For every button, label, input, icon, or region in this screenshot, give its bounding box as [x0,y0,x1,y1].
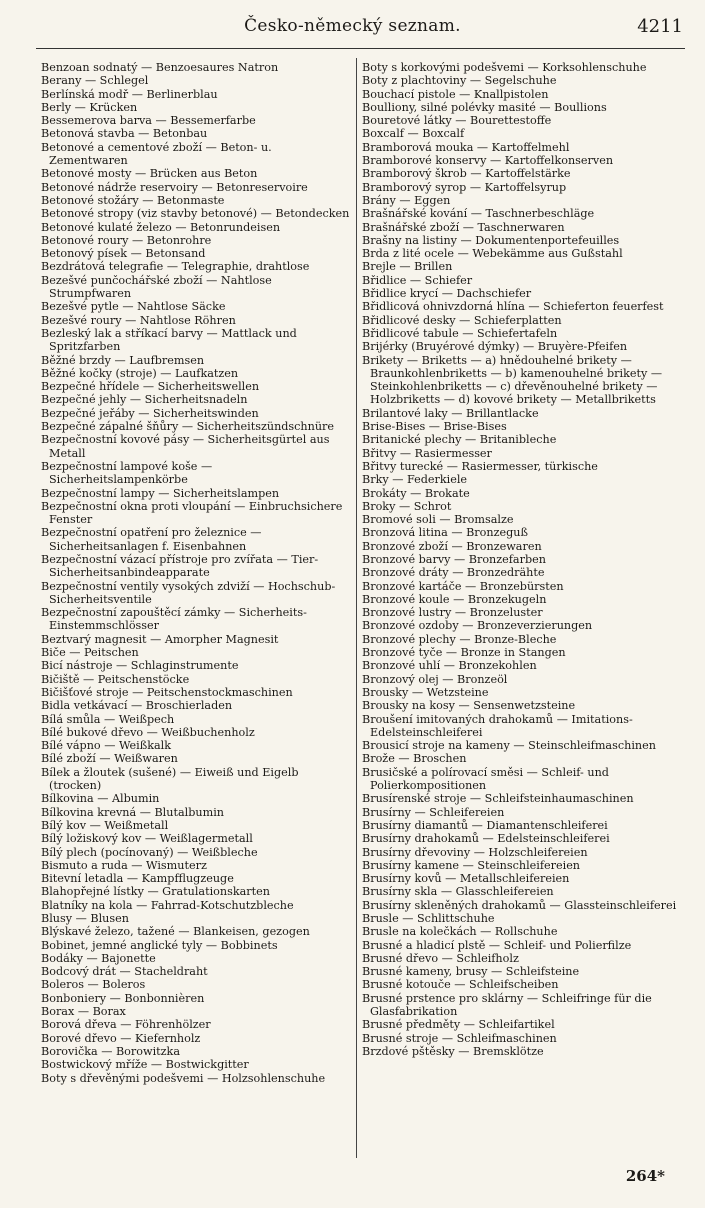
dictionary-entry: Bronzový olej — Bronzeöl [362,672,508,686]
dictionary-entry: Bílé vápno — Weißkalk [41,739,172,753]
dictionary-entry: Bezpečnostní opatření pro železnice — Sicherheitsanlagen f. Eisenbahnen [41,526,262,553]
page-number: 4211 [637,16,683,37]
dictionary-entry: Bostwickový mříže — Bostwickgitter [41,1058,249,1072]
dictionary-entry: Běžné kočky (stroje) — Laufkatzen [41,366,239,380]
dictionary-entry: Brikety — Briketts — a) hnědouhelné brikety — Braunkohlenbriketts — b) kamenouhelné brikety — Steinkohlenbriketts — c) dřevěnouhelné brikety — Holzbriketts — d) kovové brikety — Metallbriketts [362,353,663,407]
dictionary-entry: Boulliony, silné polévky masité — Boullions [362,100,607,114]
dictionary-entry: Bronzové lustry — Bronzeluster [362,606,543,620]
dictionary-entry: Betonové a cementové zboží — Beton- u. Zementwaren [41,140,272,168]
dictionary-entry: Bramborové konservy — Kartoffelkonserven [362,154,614,168]
dictionary-entry: Betonové roury — Betonrohre [41,233,212,247]
dictionary-entry: Bronzové ozdoby — Bronzeverzierungen [362,619,593,633]
dictionary-entry: Bezpečnostní ventily vysokých zdviží — Hochschub-Sicherheitsventile [41,579,336,606]
dictionary-entry: Břidlice — Schiefer [362,273,473,287]
dictionary-entry: Broky — Schrot [362,499,452,513]
dictionary-entry: Brusné předměty — Schleifartikel [362,1018,555,1032]
dictionary-entry: Blahopřejné lístky — Gratulationskarten [41,885,270,899]
dictionary-entry: Brusné kotouče — Schleifscheiben [362,978,559,992]
dictionary-entry: Blusy — Blusen [41,912,129,925]
dictionary-entry: Bronzové zboží — Bronzewaren [362,539,542,553]
dictionary-entry: Borové dřevo — Kiefernholz [41,1031,201,1045]
signature-mark: 264* [625,1167,665,1185]
dictionary-entry: Borová dřeva — Föhrenhölzer [41,1018,211,1032]
dictionary-entry: Brousky na kosy — Sensenwetzsteine [362,699,576,713]
dictionary-entry: Bramborová mouka — Kartoffelmehl [362,140,570,154]
dictionary-entry: Brusné kameny, brusy — Schleifsteine [362,965,580,979]
dictionary-entry: Bronzové koule — Bronzekugeln [362,592,547,606]
dictionary-entry: Betonové kulaté železo — Betonrundeisen [41,220,281,234]
dictionary-entry: Břitvy turecké — Rasiermesser, türkische [362,459,598,473]
dictionary-entry: Bramborový škrob — Kartoffelstärke [362,167,571,181]
dictionary-entry: Bílý kov — Weißmetall [41,818,169,832]
page-header [0,14,705,50]
dictionary-entry: Bezpečnostní lampy — Sicherheitslampen [41,486,280,500]
dictionary-entry: Brusle — Schlittschuhe [362,912,495,925]
dictionary-entry: Betonové mosty — Brücken aus Beton [41,167,258,181]
dictionary-entry: Bílý ložiskový kov — Weißlagermetall [41,832,253,846]
dictionary-entry: Brusírenské stroje — Schleifsteinhaumaschinen [362,792,634,806]
dictionary-entry: Brusle na kolečkách — Rollschuhe [362,925,558,939]
dictionary-entry: Bezpečnostní zapouštěcí zámky — Sicherheits-Einstemmschlösser [41,606,307,633]
dictionary-entry: Bezdrátová telegrafie — Telegraphie, drahtlose [41,260,310,274]
dictionary-entry: Brašnářské kování — Taschnerbeschläge [362,207,595,221]
dictionary-entry: Borax — Borax [41,1005,126,1019]
dictionary-entry: Boty s dřevěnými podešvemi — Holzsohlenschuhe [41,1071,326,1085]
dictionary-entry: Brusírny drahokamů — Edelsteinschleiferei [362,832,610,846]
dictionary-entry: Berly — Krücken [41,100,138,114]
dictionary-entry: Brusné a hladicí plstě — Schleif- und Polierfilze [362,938,632,952]
dictionary-entry: Bezešvé punčochářské zboží — Nahtlose Strumpfwaren [41,273,272,301]
dictionary-entry: Brejle — Brillen [362,260,453,274]
dictionary-entry: Bronzové uhlí — Bronzekohlen [362,659,537,673]
dictionary-entry: Berany — Schlegel [41,74,149,88]
dictionary-entry: Brašnářské zboží — Taschnerwaren [362,220,565,234]
header-rule [36,48,685,49]
dictionary-entry: Boxcalf — Boxcalf [362,127,465,141]
dictionary-entry: Bílkovina krevná — Blutalbumin [41,805,224,819]
dictionary-entry: Britanické plechy — Britanibleche [362,433,557,447]
dictionary-entry: Brzdové pštěsky — Bremsklötze [362,1044,544,1058]
dictionary-entry: Bouchací pistole — Knallpistolen [362,87,549,101]
dictionary-entry: Bronzové barvy — Bronzefarben [362,552,546,566]
dictionary-entry: Boty s korkovými podešvemi — Korksohlenschuhe [362,61,647,74]
dictionary-entry: Bronzové dráty — Bronzedrähte [362,566,545,580]
dictionary-entry: Brousky — Wetzsteine [362,685,489,699]
left-column [41,61,353,1159]
dictionary-entry: Brány — Eggen [362,193,451,207]
dictionary-entry: Bonboniery — Bonbonnièren [41,991,205,1005]
dictionary-entry: Bílé zboží — Weißwaren [41,752,178,766]
dictionary-entry: Blýskavé železo, tažené — Blankeisen, gezogen [41,925,310,939]
dictionary-entry: Bessemerova barva — Bessemerfarbe [41,114,256,128]
dictionary-entry: Bitevní letadla — Kampfflugzeuge [41,872,234,886]
dictionary-entry: Brusírny dřevoviny — Holzschleifereien [362,845,588,859]
dictionary-entry: Bezleský lak a stříkací barvy — Mattlack und Spritzfarben [41,326,297,354]
dictionary-entry: Bezešvé pytle — Nahtlose Säcke [41,300,226,314]
dictionary-entry: Betonové stropy (viz stavby betonové) — Betondecken [41,207,350,221]
dictionary-entry: Bismuto a ruda — Wismuterz [41,858,207,872]
dictionary-entry: Brusírny kamene — Steinschleifereien [362,858,581,872]
dictionary-entry: Bromové soli — Bromsalze [362,513,514,527]
dictionary-entry: Bronzová litina — Bronzeguß [362,526,528,540]
dictionary-entry: Biče — Peitschen [41,646,139,660]
dictionary-entry: Betonové nádrže reservoiry — Betonreservoire [41,180,308,194]
dictionary-entry: Bronzové kartáče — Bronzebürsten [362,579,564,593]
dictionary-entry: Brusírny skla — Glasschleifereien [362,885,554,899]
dictionary-entry: Bezpečnostní okna proti vloupání — Einbruchsichere Fenster [41,499,343,527]
dictionary-entry: Bílá smůla — Weißpech [41,712,175,726]
dictionary-entry: Benzoan sodnatý — Benzoesaures Natron [41,61,279,74]
dictionary-entry: Brijérky (Bruyérové dýmky) — Bruyère-Pfeifen [362,340,628,354]
dictionary-entry: Brože — Broschen [362,752,467,766]
right-column [362,61,698,1159]
dictionary-entry: Bezešvé roury — Nahtlose Röhren [41,313,236,327]
dictionary-entry: Brašny na listiny — Dokumentenportefeuilles [362,233,620,247]
dictionary-entry: Boleros — Boleros [41,978,146,992]
dictionary-entry: Bílkovina — Albumin [41,792,160,806]
dictionary-entry: Bezpečné zápalné šňůry — Sicherheitszündschnüre [41,420,335,434]
dictionary-entry: Brilantové laky — Brillantlacke [362,406,539,420]
dictionary-entry: Břidlicová ohnivzdorná hlína — Schieferton feuerfest [362,300,664,314]
dictionary-entry: Berlínská modř — Berlinerblau [41,87,218,101]
dictionary-entry: Bílé bukové dřevo — Weißbuchenholz [41,725,255,739]
dictionary-entry: Bičišťové stroje — Peitschenstockmaschinen [41,685,293,699]
dictionary-entry: Borovička — Borowitzka [41,1044,180,1058]
dictionary-entry: Betonový písek — Betonsand [41,247,206,261]
dictionary-entry: Brokáty — Brokate [362,486,470,500]
dictionary-entry: Bezpečné jeřáby — Sicherheitswinden [41,406,259,420]
dictionary-entry: Boty z plachtoviny — Segelschuhe [362,74,557,88]
dictionary-entry: Bezpečnostní kovové pásy — Sicherheitsgürtel aus Metall [41,433,330,460]
dictionary-entry: Brusírny kovů — Metallschleifereien [362,872,570,886]
dictionary-entry: Bílý plech (pocínovaný) — Weißbleche [41,845,258,859]
dictionary-entry: Bičiště — Peitschenstöcke [41,672,190,686]
dictionary-entry: Bronzové tyče — Bronze in Stangen [362,646,566,660]
dictionary-entry: Bramborový syrop — Kartoffelsyrup [362,180,567,194]
dictionary-entry: Brusírny skleněných drahokamů — Glassteinschleiferei [362,898,677,912]
dictionary-entry: Bidla vetkávací — Broschierladen [41,699,233,713]
dictionary-entry: Bezpečnostní vázací přístroje pro zvířata — Tier-Sicherheitsanbindeapparate [41,552,319,580]
dictionary-entry: Bodcový drát — Stacheldraht [41,965,208,979]
dictionary-entry: Brusírny diamantů — Diamantenschleiferei [362,818,608,832]
dictionary-entry: Brda z lité ocele — Webekämme aus Gußstahl [362,247,623,261]
dictionary-entry: Bobinet, jemné anglické tyly — Bobbinets [41,938,278,952]
dictionary-entry: Bicí nástroje — Schlaginstrumente [41,659,239,673]
dictionary-entry: Broušení imitovaných drahokamů — Imitations-Edelsteinschleiferei [362,712,633,739]
dictionary-entry: Blatníky na kola — Fahrrad-Kotschutzbleche [41,898,294,912]
dictionary-entry: Bodáky — Bajonette [41,951,156,965]
dictionary-entry: Bronzové plechy — Bronze-Bleche [362,632,557,646]
dictionary-entry: Běžné brzdy — Laufbremsen [41,353,205,367]
dictionary-entry: Bezpečnostní lampové koše — Sicherheitslampenkörbe [41,459,213,487]
dictionary-entry: Břidlicové tabule — Schiefertafeln [362,326,558,340]
dictionary-entry: Břidlice krycí — Dachschiefer [362,287,532,301]
dictionary-entry: Bezpečné hřídele — Sicherheitswellen [41,380,260,394]
dictionary-entry: Brky — Federkiele [362,473,468,487]
dictionary-entry: Břidlicové desky — Schieferplatten [362,313,562,327]
page-title: Česko-německý seznam. [244,16,461,36]
dictionary-entry: Bouretové látky — Bourettestoffe [362,114,552,128]
dictionary-entry: Brusírny — Schleifereien [362,805,505,819]
dictionary-entry: Betonové stožáry — Betonmaste [41,193,225,207]
dictionary-entry: Brusné stroje — Schleifmaschinen [362,1031,557,1045]
dictionary-entry: Brusné dřevo — Schleifholz [362,951,519,965]
dictionary-entry: Brusičské a polírovací směsi — Schleif- und Polierkompositionen [362,765,609,793]
dictionary-entry: Břitvy — Rasiermesser [362,446,492,460]
dictionary-entry: Brise-Bises — Brise-Bises [362,420,507,434]
dictionary-entry: Bezpečné jehly — Sicherheitsnadeln [41,393,248,407]
dictionary-entry: Betonová stavba — Betonbau [41,127,208,141]
dictionary-entry: Beztvarý magnesit — Amorpher Magnesit [41,632,279,646]
dictionary-entry: Brousicí stroje na kameny — Steinschleifmaschinen [362,739,656,753]
column-divider [356,58,357,1158]
dictionary-entry: Bílek a žloutek (sušené) — Eiweiß und Eigelb (trocken) [41,765,299,793]
dictionary-entry: Brusné prstence pro sklárny — Schleifringe für die Glasfabrikation [362,991,652,1019]
